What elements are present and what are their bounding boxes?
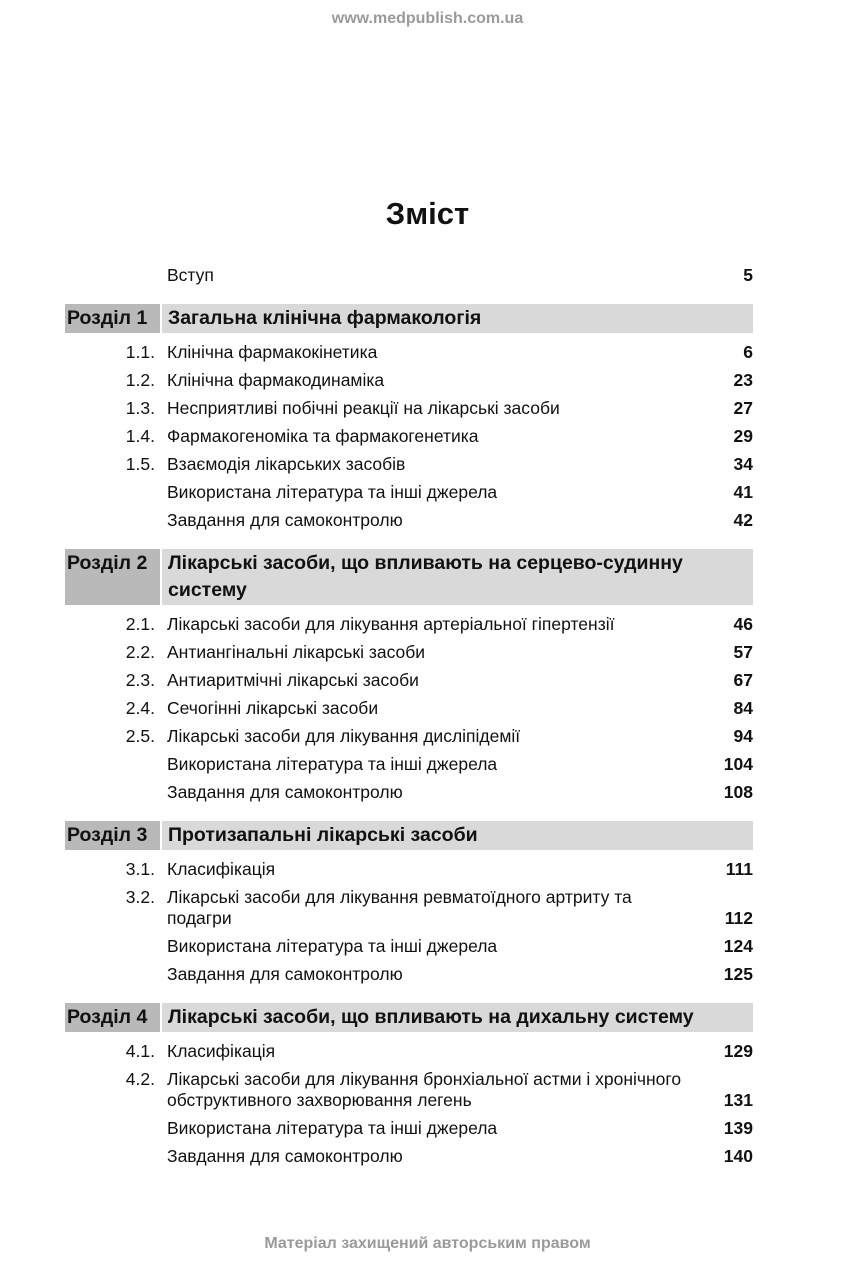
entry-page: 129 [723, 1040, 753, 1061]
toc-entry[interactable] [65, 694, 753, 722]
section-header[interactable] [65, 821, 753, 850]
entry-page: 131 [723, 1089, 753, 1110]
toc-entry[interactable] [65, 422, 753, 450]
entry-title: Завдання для самоконтролю [167, 509, 403, 530]
toc-entry[interactable] [65, 478, 753, 506]
toc-entry[interactable] [65, 1065, 753, 1114]
entry-number: 2.4. [125, 697, 155, 718]
entry-number: 1.3. [125, 397, 155, 418]
toc-entry[interactable] [65, 638, 753, 666]
toc-entry[interactable] [65, 450, 753, 478]
toc-entry[interactable] [65, 883, 753, 932]
toc-entry[interactable] [65, 932, 753, 960]
watermark-top: www.medpublish.com.ua [331, 10, 524, 27]
toc-entry[interactable] [65, 666, 753, 694]
watermark-bottom: Матеріал захищений авторським правом [264, 1235, 591, 1252]
entry-number: 4.2. [125, 1068, 155, 1089]
entry-number: 2.1. [125, 613, 155, 634]
section-label: Розділ 1 [65, 304, 160, 333]
toc-entry-intro[interactable] [65, 261, 753, 289]
entry-title: Лікарські засоби для лікування ревматоїдного артриту та подагри [167, 886, 632, 928]
section-title: Загальна клінічна фармакологія [162, 304, 753, 333]
entry-page: 42 [733, 509, 753, 530]
entry-page: 34 [733, 453, 753, 474]
page-title: Зміст [385, 196, 470, 231]
entry-title: Клінічна фармакокінетика [167, 341, 378, 362]
entry-number: 1.1. [125, 341, 155, 362]
toc-entry[interactable] [65, 855, 753, 883]
entry-number: 2.3. [125, 669, 155, 690]
entry-page: 125 [723, 963, 753, 984]
entry-title: Лікарські засоби для лікування артеріальної гіпертензії [167, 613, 615, 634]
toc-entry[interactable] [65, 610, 753, 638]
entry-title: Клінічна фармакодинаміка [167, 369, 385, 390]
entry-page: 112 [724, 907, 753, 928]
entry-page: 108 [723, 781, 753, 802]
entry-page: 84 [733, 697, 753, 718]
entry-title: Фармакогеноміка та фармакогенетика [167, 425, 479, 446]
entry-title: Взаємодія лікарських засобів [167, 453, 406, 474]
section-header[interactable] [65, 304, 753, 333]
section-label: Розділ 4 [65, 1003, 160, 1032]
entry-number: 2.2. [125, 641, 155, 662]
entry-title: Використана література та інші джерела [167, 935, 498, 956]
entry-title: Несприятливі побічні реакції на лікарські засоби [167, 397, 560, 418]
entry-number: 2.5. [125, 725, 155, 746]
entry-title: Завдання для самоконтролю [167, 781, 403, 802]
entry-page: 139 [723, 1117, 753, 1138]
entry-page: 94 [733, 725, 753, 746]
entry-title: Завдання для самоконтролю [167, 1145, 403, 1166]
section-header[interactable] [65, 549, 753, 605]
entry-title: Завдання для самоконтролю [167, 963, 403, 984]
entry-page: 104 [723, 753, 753, 774]
entry-number: 1.4. [125, 425, 155, 446]
toc-entry[interactable] [65, 1142, 753, 1170]
toc-entry[interactable] [65, 506, 753, 534]
entry-title: Використана література та інші джерела [167, 481, 498, 502]
section-title: Лікарські засоби, що впливають на серцево-судинну систему [162, 549, 753, 605]
section-label: Розділ 3 [65, 821, 160, 850]
section-title: Протизапальні лікарські засоби [162, 821, 753, 850]
entry-page: 140 [723, 1145, 753, 1166]
toc-entry[interactable] [65, 722, 753, 750]
entry-number: 1.2. [125, 369, 155, 390]
entry-number: 4.1. [125, 1040, 155, 1061]
section-title: Лікарські засоби, що впливають на дихальну систему [162, 1003, 753, 1032]
toc-entry[interactable] [65, 366, 753, 394]
entry-number: 3.1. [125, 858, 155, 879]
toc-entry[interactable] [65, 750, 753, 778]
entry-title: Сечогінні лікарські засоби [167, 697, 379, 718]
entry-page: 29 [733, 425, 753, 446]
toc-entry[interactable] [65, 338, 753, 366]
toc-entry[interactable] [65, 1037, 753, 1065]
entry-title: Класифікація [167, 1040, 276, 1061]
table-of-contents [65, 261, 753, 1170]
entry-page: 111 [725, 858, 753, 879]
entry-title: Класифікація [167, 858, 276, 879]
entry-page: 67 [733, 669, 753, 690]
entry-title: Використана література та інші джерела [167, 753, 498, 774]
entry-page: 46 [733, 613, 753, 634]
entry-number: 1.5. [125, 453, 155, 474]
entry-number: 3.2. [125, 886, 155, 907]
entry-title: Антиаритмічні лікарські засоби [167, 669, 419, 690]
entry-page: 23 [733, 369, 753, 390]
entry-page: 5 [743, 264, 753, 285]
section-header[interactable] [65, 1003, 753, 1032]
section-label: Розділ 2 [65, 549, 160, 605]
toc-entry[interactable] [65, 778, 753, 806]
toc-entry[interactable] [65, 1114, 753, 1142]
entry-page: 6 [743, 341, 753, 362]
toc-entry[interactable] [65, 394, 753, 422]
entry-page: 41 [733, 481, 753, 502]
entry-title: Лікарські засоби для лікування бронхіальної астми і хронічного обструктивного захворювання легень [167, 1068, 682, 1110]
entry-page: 124 [723, 935, 753, 956]
entry-title: Вступ [167, 264, 214, 285]
toc-entry[interactable] [65, 960, 753, 988]
entry-page: 27 [733, 397, 753, 418]
entry-page: 57 [733, 641, 753, 662]
entry-title: Антиангінальні лікарські засоби [167, 641, 426, 662]
entry-title: Використана література та інші джерела [167, 1117, 498, 1138]
entry-title: Лікарські засоби для лікування дисліпідемії [167, 725, 521, 746]
